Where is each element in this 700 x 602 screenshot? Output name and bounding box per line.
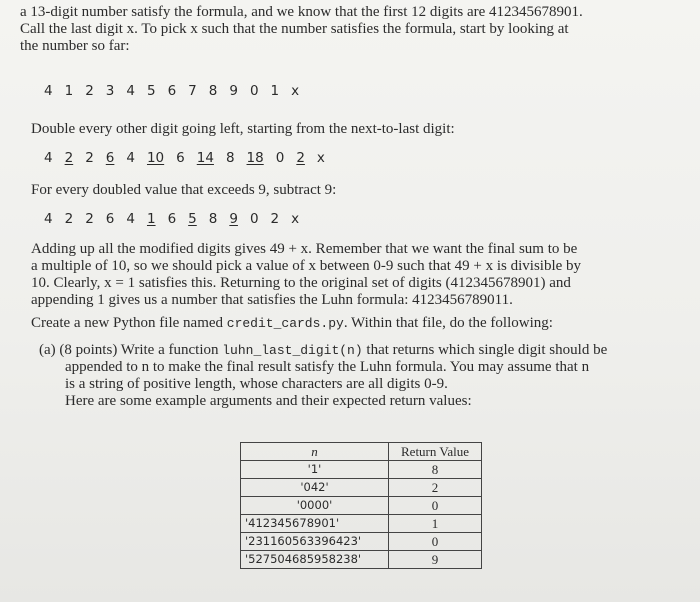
digit: 6 (167, 83, 177, 99)
digit: 5 (146, 83, 156, 99)
digit: 8 (225, 150, 235, 166)
digit: 4 (44, 83, 53, 99)
part-a-line-2: appended to n to make the final result satisfy the Luhn formula. You may assume that n (65, 359, 590, 375)
digit: 4 (44, 211, 53, 227)
digit: 0 (275, 150, 285, 166)
cell-value: 1 (389, 515, 482, 533)
step-double-text: Double every other digit going left, starting from the next-to-last digit: (31, 121, 455, 137)
digit: 6 (176, 150, 185, 166)
table-row (241, 479, 482, 497)
part-a-rest: that returns which single digit should be (362, 342, 608, 358)
header-return-value: Return Value (389, 443, 482, 461)
digit: 2 (85, 83, 94, 99)
digit: 1 (270, 83, 280, 99)
digit: 2 (85, 150, 94, 166)
digit: 2 (64, 211, 74, 227)
step-subtract-text: For every doubled value that exceeds 9, subtract 9: (31, 182, 337, 198)
intro-line-1: a 13-digit number satisfy the formula, and we know that the first 12 digits are 412345678901. (20, 4, 583, 20)
table-row (241, 515, 482, 533)
examples-table (240, 442, 482, 569)
intro-line-3: the number so far: (20, 38, 130, 54)
digit: 0 (249, 83, 259, 99)
digit: 3 (105, 83, 115, 99)
digit: 2 (270, 211, 280, 227)
digit: 9 (229, 83, 238, 99)
digit-row-reduced (44, 211, 299, 227)
digit: 10 (146, 150, 165, 166)
digit: 0 (249, 211, 259, 227)
part-a-line-3: is a string of positive length, whose characters are all digits 0-9. (65, 376, 448, 392)
header-n: n (241, 443, 389, 461)
digit: 2 (296, 150, 305, 166)
digit: 6 (105, 150, 115, 166)
digit: 4 (126, 83, 135, 99)
table-header-row (241, 443, 482, 461)
cell-n: '527504685958238' (241, 551, 389, 569)
digit: 4 (44, 150, 53, 166)
digit: 6 (167, 211, 177, 227)
sum-line-4: appending 1 gives us a number that satisfies the Luhn formula: 4123456789011. (31, 292, 513, 308)
digit: 1 (146, 211, 156, 227)
digit: 4 (126, 211, 135, 227)
table-row (241, 497, 482, 515)
cell-value: 2 (389, 479, 482, 497)
digit-row-doubled (44, 150, 325, 166)
digit: 5 (188, 211, 197, 227)
create-file-instruction (31, 315, 553, 332)
digit: 1 (64, 83, 74, 99)
cell-n: '042' (241, 479, 389, 497)
table-row (241, 533, 482, 551)
digit: 8 (208, 83, 218, 99)
digit: x (316, 150, 325, 166)
digit: 4 (126, 150, 135, 166)
function-name: luhn_last_digit(n) (222, 343, 363, 358)
sum-line-2: a multiple of 10, so we should pick a value of x between 0-9 such that 49 + x is divisible by (31, 258, 582, 274)
digit: 9 (229, 211, 238, 227)
part-a-line-4: Here are some example arguments and their expected return values: (65, 393, 472, 409)
digit: 2 (64, 150, 74, 166)
create-pre: Create a new Python file named (31, 315, 227, 331)
digit-row-original (44, 83, 299, 99)
create-post: . Within that file, do the following: (343, 315, 553, 331)
cell-value: 9 (389, 551, 482, 569)
digit: 2 (85, 211, 94, 227)
cell-n: '1' (241, 461, 389, 479)
digit: 14 (196, 150, 214, 166)
intro-line-2: Call the last digit x. To pick x such that the number satisfies the formula, start by looking at (20, 21, 569, 37)
part-a-label: (a) (8 points) Write a function (39, 342, 223, 358)
cell-value: 0 (389, 497, 482, 515)
cell-value: 0 (389, 533, 482, 551)
digit: x (291, 83, 300, 99)
table-row (241, 461, 482, 479)
cell-n: '231160563396423' (241, 533, 389, 551)
digit: x (291, 211, 300, 227)
table-row (241, 551, 482, 569)
digit: 18 (246, 150, 264, 166)
digit: 6 (105, 211, 115, 227)
file-name: credit_cards.py (226, 316, 344, 331)
sum-line-1: Adding up all the modified digits gives 49 + x. Remember that we want the final sum to be (31, 241, 578, 257)
cell-n: '412345678901' (241, 515, 389, 533)
cell-n: '0000' (241, 497, 389, 515)
digit: 8 (208, 211, 218, 227)
part-a-line-1 (39, 342, 607, 359)
cell-value: 8 (389, 461, 482, 479)
digit: 7 (188, 83, 197, 99)
sum-line-3: 10. Clearly, x = 1 satisfies this. Returning to the original set of digits (412345678901) and (31, 275, 571, 291)
